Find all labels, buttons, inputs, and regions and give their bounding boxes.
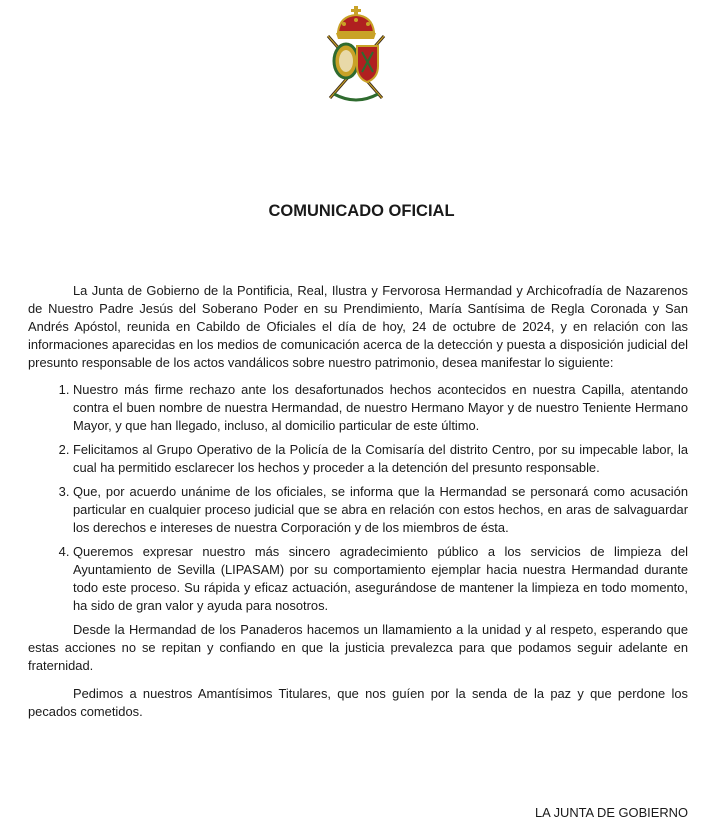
list-item: 1. Nuestro más firme rechazo ante los desafortunados hechos acontecidos en nuestra Capilla, atentando contra el buen nombre de nuestra Hermandad, de nuestro Hermano Mayor y de nuestro Teniente Hermano Mayor, y que han llegado, incluso, al domicilio particular de este último. (73, 381, 688, 435)
brotherhood-crest-icon (316, 6, 396, 106)
signature: LA JUNTA DE GOBIERNO (534, 805, 688, 820)
prayer-paragraph: Pedimos a nuestros Amantísimos Titulares, que nos guíen por la senda de la paz y que perdone los pecados cometidos. (28, 686, 688, 719)
list-item: 2. Felicitamos al Grupo Operativo de la Policía de la Comisaría del distrito Centro, por su impecable labor, la cual ha permitido esclarecer los hechos y proceder a la detención del presunto responsable. (73, 441, 688, 477)
document-body (28, 282, 688, 721)
page-title: COMUNICADO OFICIAL (268, 202, 455, 220)
points-list (28, 381, 688, 615)
list-item: 4. Queremos expresar nuestro más sincero agradecimiento público a los servicios de limpieza del Ayuntamiento de Sevilla (LIPASAM) por su comportamiento ejemplar hacia nuestra Hermandad durante todo este proceso. Su rápida y eficaz actuación, asegurándose de mantener la limpieza en todo momento, ha sido de gran valor y ayuda para nosotros. (73, 543, 688, 615)
list-item: 3. Que, por acuerdo unánime de los oficiales, se informa que la Hermandad se personará como acusación particular en cualquier proceso judicial que se abra en relación con estos hechos, en aras de salvaguardar los derechos e intereses de nuestra Corporación y de los miembros de ésta. (73, 483, 688, 537)
closing-paragraph: Desde la Hermandad de los Panaderos hacemos un llamamiento a la unidad y al respeto, esperando que estas acciones no se repitan y confiando en que la justicia prevalezca para que podamos seguir adelante en fraternidad. (28, 622, 688, 673)
intro-paragraph: La Junta de Gobierno de la Pontificia, Real, Ilustra y Fervorosa Hermandad y Archicofradía de Nazarenos de Nuestro Padre Jesús del Soberano Poder en su Prendimiento, María Santísima de Regla Coronada y San Andrés Apóstol, reunida en Cabildo de Oficiales el día de hoy, 24 de octubre de 2024, y en relación con las informaciones aparecidas en los medios de comunicación acerca de la detección y puesta a disposición judicial del presunto responsable de los actos vandálicos sobre nuestro patrimonio, desea manifestar lo siguiente: (28, 283, 688, 370)
